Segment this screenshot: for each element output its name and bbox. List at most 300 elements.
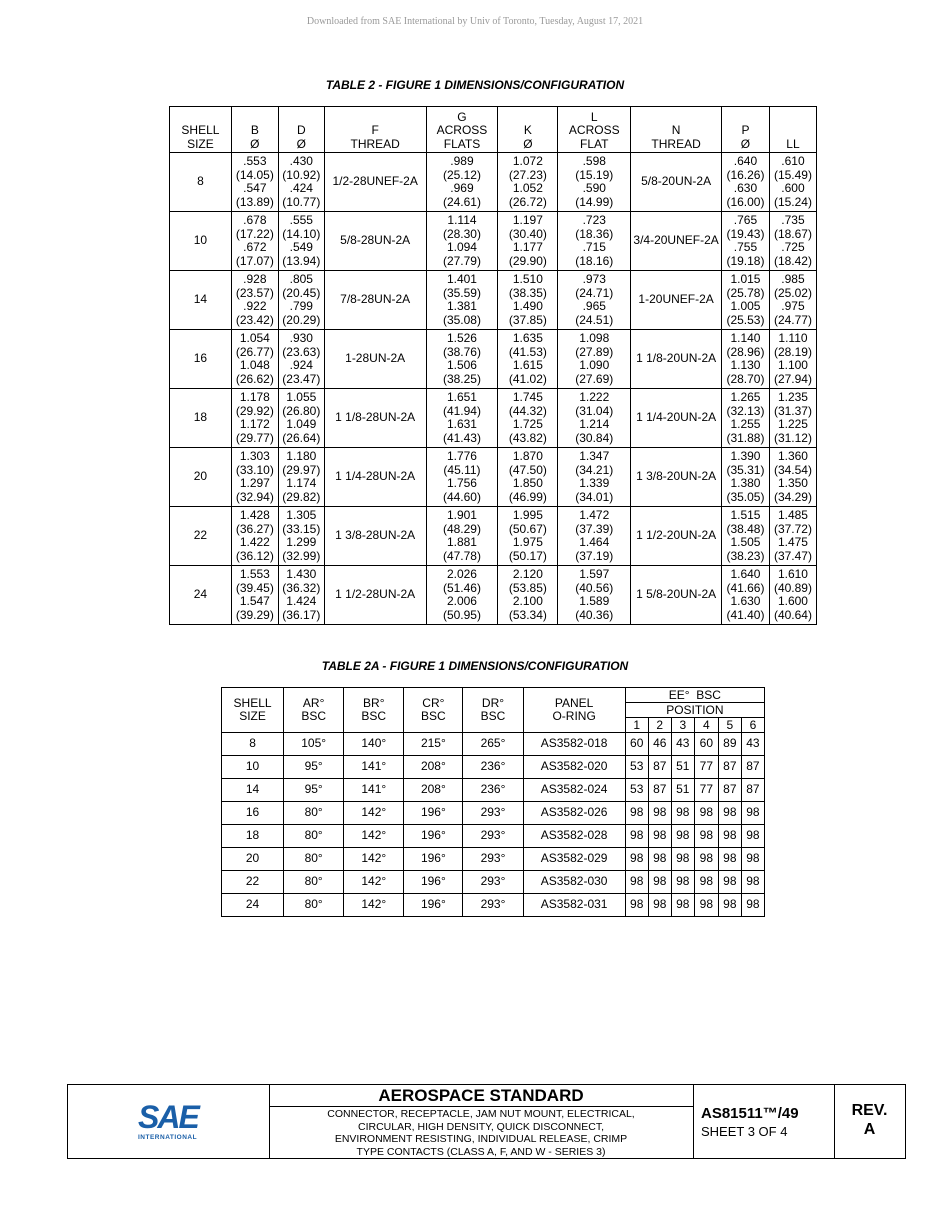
cell-line: (16.00) xyxy=(726,194,765,209)
cell-p xyxy=(722,153,770,212)
cell-dr: 236° xyxy=(463,779,523,802)
cell-line: 1.297 xyxy=(239,476,270,490)
cell-line: 1.390 xyxy=(730,449,761,463)
cell-line: (34.01) xyxy=(575,489,614,504)
cell-line: (32.99) xyxy=(282,548,321,563)
cell-ar: 80° xyxy=(284,871,344,894)
cell-f: 7/8-28UN-2A xyxy=(324,271,426,330)
cell-line: (27.94) xyxy=(773,371,812,386)
cell-p xyxy=(722,212,770,271)
cell-f: 1/2-28UNEF-2A xyxy=(324,153,426,212)
cell-ee-1: 98 xyxy=(625,802,648,825)
cell-line: (29.77) xyxy=(235,430,274,445)
cell-line: (29.90) xyxy=(508,253,547,268)
cell-b xyxy=(231,271,278,330)
cell-k xyxy=(498,212,558,271)
cell-line: 1.214 xyxy=(579,417,610,431)
table-row xyxy=(222,756,765,779)
cell-ee-6: 87 xyxy=(741,779,764,802)
cell-dr: 293° xyxy=(463,894,523,917)
cell-line: 1.515 xyxy=(730,508,761,522)
cell-line: 2.100 xyxy=(512,594,543,608)
cell-cr: 208° xyxy=(404,779,463,802)
col-position: POSITION xyxy=(625,703,764,718)
cell-line: 1.725 xyxy=(512,417,543,431)
standard-description: CONNECTOR, RECEPTACLE, JAM NUT MOUNT, ELECTRICAL, CIRCULAR, HIGH DENSITY, QUICK DISCONNECT, ENVIRONMENT RESISTING, INDIVIDUAL RELEASE, CRIMP TYPE CONTACTS (CLASS A, F, AND W - SERIES 3) xyxy=(327,1108,635,1158)
sae-logo xyxy=(68,1085,270,1158)
cell-b xyxy=(231,448,278,507)
cell-p xyxy=(722,330,770,389)
cell-ee-5: 87 xyxy=(718,779,741,802)
col-shell-size: SHELL SIZE xyxy=(222,688,284,733)
cell-line: 2.006 xyxy=(446,594,477,608)
cell-f: 1 1/4-28UN-2A xyxy=(324,448,426,507)
document-number: AS81511™/49 xyxy=(701,1105,799,1122)
cell-line: (13.94) xyxy=(282,253,321,268)
cell-n: 1 1/2-20UN-2A xyxy=(631,507,722,566)
cell-ee-3: 98 xyxy=(671,871,694,894)
cell-line: .424 xyxy=(289,181,313,195)
cell-line: 1.347 xyxy=(579,449,610,463)
cell-ee-6: 98 xyxy=(741,802,764,825)
cell-line: (41.43) xyxy=(442,430,481,445)
table2-dimensions xyxy=(169,106,817,625)
cell-n: 5/8-20UN-2A xyxy=(631,153,722,212)
cell-shell: 20 xyxy=(170,448,232,507)
cell-line: (23.42) xyxy=(235,312,274,327)
cell-line: .928 xyxy=(243,272,267,286)
cell-line: 1.615 xyxy=(512,358,543,372)
cell-line: .630 xyxy=(733,181,758,195)
cell-line: .723 xyxy=(582,213,606,227)
cell-br: 142° xyxy=(344,894,404,917)
cell-line: (15.19) xyxy=(575,167,614,182)
download-watermark: Downloaded from SAE International by Univ of Toronto, Tuesday, August 17, 2021 xyxy=(306,16,644,27)
cell-ee-1: 53 xyxy=(625,756,648,779)
cell-line: 1.631 xyxy=(446,417,477,431)
cell-k xyxy=(498,271,558,330)
cell-shell: 10 xyxy=(170,212,232,271)
cell-ee-3: 98 xyxy=(671,848,694,871)
cell-shell: 8 xyxy=(170,153,232,212)
cell-p xyxy=(722,507,770,566)
cell-line: 1.640 xyxy=(730,567,761,581)
cell-line: 1.098 xyxy=(579,331,610,345)
cell-shell: 10 xyxy=(222,756,284,779)
cell-line: (27.69) xyxy=(575,371,614,386)
cell-line: 2.120 xyxy=(512,567,543,581)
cell-ee-3: 98 xyxy=(671,825,694,848)
cell-line: (24.61) xyxy=(442,194,481,209)
cell-b xyxy=(231,153,278,212)
cell-ee-5: 98 xyxy=(718,848,741,871)
cell-line: (26.77) xyxy=(235,344,274,359)
cell-line: .805 xyxy=(289,272,313,286)
cell-p xyxy=(722,566,770,625)
col-position-1: 1 xyxy=(625,718,648,733)
cell-line: .672 xyxy=(243,240,267,254)
cell-line: 1.850 xyxy=(512,476,543,490)
cell-line: 1.630 xyxy=(730,594,761,608)
cell-line: 1.197 xyxy=(512,213,543,227)
cell-line: 1.490 xyxy=(512,299,543,313)
cell-line: FLAT xyxy=(580,136,609,151)
cell-line: 1.090 xyxy=(579,358,610,372)
cell-ee-5: 98 xyxy=(718,894,741,917)
cell-ee-6: 98 xyxy=(741,825,764,848)
cell-line: Ø xyxy=(523,136,533,151)
cell-line: 1.881 xyxy=(446,535,477,549)
col-shell-size xyxy=(170,107,232,153)
cell-line: (32.94) xyxy=(235,489,274,504)
table2a-caption: TABLE 2A - FIGURE 1 DIMENSIONS/CONFIGURATION xyxy=(321,659,629,673)
cell-line: ACROSS xyxy=(568,123,620,137)
title-block-document xyxy=(693,1085,835,1158)
cell-line: (38.35) xyxy=(508,285,547,300)
cell-shell: 16 xyxy=(170,330,232,389)
table-row xyxy=(170,330,817,389)
cell-line: (34.21) xyxy=(575,462,614,477)
table-row xyxy=(170,153,817,212)
sheet-number: SHEET 3 OF 4 xyxy=(701,1124,788,1139)
cell-cr: 196° xyxy=(404,871,463,894)
cell-line: .922 xyxy=(243,299,267,313)
cell-ee-4: 98 xyxy=(694,825,718,848)
cell-line: (28.30) xyxy=(442,226,481,241)
cell-line: (37.47) xyxy=(773,548,812,563)
cell-line: 1.901 xyxy=(446,508,477,522)
cell-shell: 22 xyxy=(222,871,284,894)
cell-line: 1.222 xyxy=(579,390,610,404)
cell-g xyxy=(426,330,498,389)
cell-line: (26.72) xyxy=(508,194,547,209)
cell-line: 1.114 xyxy=(447,213,477,227)
cell-line: .547 xyxy=(243,181,267,195)
cell-l xyxy=(558,153,631,212)
cell-line: 1.870 xyxy=(512,449,543,463)
table2-caption: TABLE 2 - FIGURE 1 DIMENSIONS/CONFIGURATION xyxy=(325,78,625,92)
cell-cr: 196° xyxy=(404,894,463,917)
cell-br: 142° xyxy=(344,825,404,848)
table-row xyxy=(222,894,765,917)
cell-line: 1.505 xyxy=(730,535,761,549)
cell-n: 1 3/8-20UN-2A xyxy=(631,448,722,507)
cell-n: 1 1/8-20UN-2A xyxy=(631,330,722,389)
cell-d xyxy=(278,271,324,330)
cell-line: (10.92) xyxy=(282,167,321,182)
cell-l xyxy=(558,271,631,330)
cell-line: .735 xyxy=(781,213,805,227)
cell-br: 141° xyxy=(344,779,404,802)
cell-line: (28.70) xyxy=(726,371,765,386)
cell-ll xyxy=(769,330,816,389)
cell-line: (34.29) xyxy=(773,489,812,504)
cell-cr: 196° xyxy=(404,802,463,825)
cell-line: 1.380 xyxy=(730,476,761,490)
cell-ee-1: 53 xyxy=(625,779,648,802)
cell-line: Ø xyxy=(296,136,306,151)
cell-line: (32.13) xyxy=(726,403,765,418)
cell-panel: AS3582-020 xyxy=(523,756,625,779)
cell-line: .598 xyxy=(582,154,606,168)
cell-line: .989 xyxy=(450,154,474,168)
col-position-6: 6 xyxy=(741,718,764,733)
cell-line: (14.05) xyxy=(235,167,274,182)
cell-line: 1.401 xyxy=(446,272,477,286)
cell-ee-4: 77 xyxy=(694,756,718,779)
cell-line: 1.094 xyxy=(446,240,477,254)
cell-line: (40.36) xyxy=(575,607,614,622)
cell-ee-5: 87 xyxy=(718,756,741,779)
cell-line: (41.94) xyxy=(442,403,481,418)
table-row xyxy=(170,212,817,271)
cell-ee-3: 51 xyxy=(671,756,694,779)
col-position-2: 2 xyxy=(648,718,671,733)
cell-line: (35.08) xyxy=(442,312,481,327)
cell-b xyxy=(231,507,278,566)
cell-line: (38.76) xyxy=(442,344,481,359)
cell-panel: AS3582-031 xyxy=(523,894,625,917)
cell-line: 1.589 xyxy=(579,594,610,608)
col-n-thread xyxy=(631,107,722,153)
sae-logo-subtext: INTERNATIONAL xyxy=(138,1134,198,1141)
cell-line: .930 xyxy=(289,331,313,345)
cell-ll xyxy=(769,389,816,448)
cell-panel: AS3582-030 xyxy=(523,871,625,894)
table-row xyxy=(170,271,817,330)
cell-line: .640 xyxy=(733,154,758,168)
cell-ee-5: 98 xyxy=(718,825,741,848)
cell-line: (18.42) xyxy=(773,253,812,268)
cell-line: 1.177 xyxy=(512,240,543,254)
cell-ee-6: 98 xyxy=(741,848,764,871)
cell-g xyxy=(426,507,498,566)
cell-line: (27.23) xyxy=(508,167,547,182)
cell-line: 1.015 xyxy=(730,272,761,286)
cell-line: (33.10) xyxy=(235,462,274,477)
cell-cr: 215° xyxy=(404,733,463,756)
cell-line: 1.547 xyxy=(239,594,270,608)
cell-line: .725 xyxy=(781,240,805,254)
cell-br: 142° xyxy=(344,848,404,871)
cell-ee-1: 98 xyxy=(625,894,648,917)
cell-line: G xyxy=(457,109,467,124)
cell-line: (26.64) xyxy=(282,430,321,445)
cell-n: 3/4-20UNEF-2A xyxy=(631,212,722,271)
cell-line: 1.225 xyxy=(777,417,808,431)
cell-line: (41.53) xyxy=(508,344,547,359)
cell-ar: 105° xyxy=(284,733,344,756)
cell-line: (27.89) xyxy=(575,344,614,359)
cell-line: 1.651 xyxy=(446,390,477,404)
cell-l xyxy=(558,212,631,271)
cell-d xyxy=(278,389,324,448)
cell-dr: 293° xyxy=(463,802,523,825)
cell-g xyxy=(426,389,498,448)
cell-g xyxy=(426,271,498,330)
cell-line: N xyxy=(671,123,681,137)
revision-value: A xyxy=(863,1121,876,1138)
cell-line: (16.26) xyxy=(726,167,765,182)
cell-line: (19.43) xyxy=(726,226,765,241)
cell-line: 1.381 xyxy=(446,299,477,313)
cell-line: (24.71) xyxy=(575,285,614,300)
col-d-dia xyxy=(278,107,324,153)
cell-line: 1.475 xyxy=(777,535,808,549)
col-f-thread xyxy=(324,107,426,153)
cell-shell: 20 xyxy=(222,848,284,871)
cell-line: SIZE xyxy=(187,136,214,151)
cell-n: 1 5/8-20UN-2A xyxy=(631,566,722,625)
cell-ee-6: 98 xyxy=(741,894,764,917)
cell-panel: AS3582-018 xyxy=(523,733,625,756)
cell-line: .975 xyxy=(781,299,805,313)
cell-line: L xyxy=(590,109,598,124)
col-position-4: 4 xyxy=(694,718,718,733)
table-row xyxy=(170,507,817,566)
cell-line: (47.50) xyxy=(508,462,547,477)
cell-panel: AS3582-026 xyxy=(523,802,625,825)
cell-d xyxy=(278,507,324,566)
cell-line: .755 xyxy=(733,240,758,254)
cell-line: (19.18) xyxy=(726,253,765,268)
cell-line: 1.464 xyxy=(579,535,610,549)
cell-d xyxy=(278,566,324,625)
cell-ee-1: 98 xyxy=(625,871,648,894)
cell-b xyxy=(231,212,278,271)
cell-br: 142° xyxy=(344,871,404,894)
cell-line: (29.92) xyxy=(235,403,274,418)
cell-ee-3: 43 xyxy=(671,733,694,756)
cell-line: 1.350 xyxy=(777,476,808,490)
cell-line: (31.12) xyxy=(773,430,812,445)
cell-line: (53.34) xyxy=(508,607,547,622)
cell-line: 1.100 xyxy=(777,358,808,372)
table2-header-row xyxy=(170,107,817,153)
cell-line: P xyxy=(741,123,750,137)
cell-line: (25.53) xyxy=(726,312,765,327)
cell-line: 1.485 xyxy=(777,508,808,522)
cell-ar: 95° xyxy=(284,756,344,779)
cell-p xyxy=(722,448,770,507)
cell-k xyxy=(498,507,558,566)
cell-line: .965 xyxy=(582,299,606,313)
cell-line: 1.055 xyxy=(286,390,317,404)
cell-line: (39.45) xyxy=(235,580,274,595)
cell-l xyxy=(558,330,631,389)
cell-line: (40.64) xyxy=(773,607,812,622)
col-g-across-flats xyxy=(426,107,498,153)
cell-ee-6: 98 xyxy=(741,871,764,894)
cell-line: 1.975 xyxy=(512,535,543,549)
cell-line: (37.85) xyxy=(508,312,547,327)
cell-line: (17.22) xyxy=(235,226,274,241)
cell-line: 1.130 xyxy=(730,358,761,372)
cell-line: F xyxy=(371,123,379,137)
cell-line: 1.635 xyxy=(512,331,543,345)
cell-line: 1.180 xyxy=(286,449,317,463)
cell-line: D xyxy=(296,123,306,137)
cell-line: (24.51) xyxy=(575,312,614,327)
cell-panel: AS3582-029 xyxy=(523,848,625,871)
cell-line: (35.05) xyxy=(726,489,765,504)
cell-line: ACROSS xyxy=(436,123,488,137)
cell-ee-1: 98 xyxy=(625,825,648,848)
col-k-dia xyxy=(498,107,558,153)
cell-line: (25.12) xyxy=(442,167,481,182)
cell-line: (24.77) xyxy=(773,312,812,327)
cell-ll xyxy=(769,153,816,212)
col-l-across-flat xyxy=(558,107,631,153)
cell-line: (30.40) xyxy=(508,226,547,241)
col-dr: DR° BSC xyxy=(463,688,523,733)
cell-line: (51.46) xyxy=(442,580,481,595)
cell-line: FLATS xyxy=(443,136,481,151)
cell-line: (31.88) xyxy=(726,430,765,445)
cell-line: 1.255 xyxy=(730,417,761,431)
cell-line: 1.265 xyxy=(730,390,761,404)
cell-line: (25.02) xyxy=(773,285,812,300)
cell-line: .973 xyxy=(582,272,606,286)
cell-line: (48.29) xyxy=(442,521,481,536)
cell-line: (34.54) xyxy=(773,462,812,477)
cell-k xyxy=(498,153,558,212)
cell-l xyxy=(558,566,631,625)
cell-line: (14.10) xyxy=(282,226,321,241)
cell-line: 1.235 xyxy=(777,390,808,404)
cell-line: (18.16) xyxy=(575,253,614,268)
cell-line: 1.745 xyxy=(512,390,543,404)
cell-line: (41.02) xyxy=(508,371,547,386)
cell-b xyxy=(231,566,278,625)
cell-ar: 80° xyxy=(284,825,344,848)
table-row xyxy=(222,802,765,825)
col-br: BR° BSC xyxy=(344,688,404,733)
cell-line: (40.89) xyxy=(773,580,812,595)
cell-ll xyxy=(769,448,816,507)
cell-ee-2: 98 xyxy=(648,848,671,871)
cell-line: (35.59) xyxy=(442,285,481,300)
cell-line: (27.79) xyxy=(442,253,481,268)
cell-line: (43.82) xyxy=(508,430,547,445)
cell-line: (36.17) xyxy=(282,607,321,622)
cell-line: 1.005 xyxy=(730,299,761,313)
cell-line: (18.36) xyxy=(575,226,614,241)
cell-line: .430 xyxy=(289,154,313,168)
cell-panel: AS3582-028 xyxy=(523,825,625,848)
cell-dr: 293° xyxy=(463,871,523,894)
cell-line: Ø xyxy=(740,136,751,151)
cell-line: 1.597 xyxy=(579,567,610,581)
cell-ee-5: 98 xyxy=(718,802,741,825)
cell-line: (37.72) xyxy=(773,521,812,536)
col-position-3: 3 xyxy=(671,718,694,733)
col-ar: AR° BSC xyxy=(284,688,344,733)
cell-line: (15.24) xyxy=(773,194,812,209)
cell-line: .924 xyxy=(289,358,313,372)
cell-line: 1.360 xyxy=(777,449,808,463)
cell-l xyxy=(558,389,631,448)
cell-line: .985 xyxy=(781,272,805,286)
cell-line: (50.95) xyxy=(442,607,481,622)
cell-line: 1.303 xyxy=(239,449,270,463)
col-cr: CR° BSC xyxy=(404,688,463,733)
cell-shell: 24 xyxy=(170,566,232,625)
cell-line: .610 xyxy=(781,154,805,168)
cell-line: 1.995 xyxy=(512,508,543,522)
cell-dr: 236° xyxy=(463,756,523,779)
cell-line: 1.110 xyxy=(778,331,808,345)
